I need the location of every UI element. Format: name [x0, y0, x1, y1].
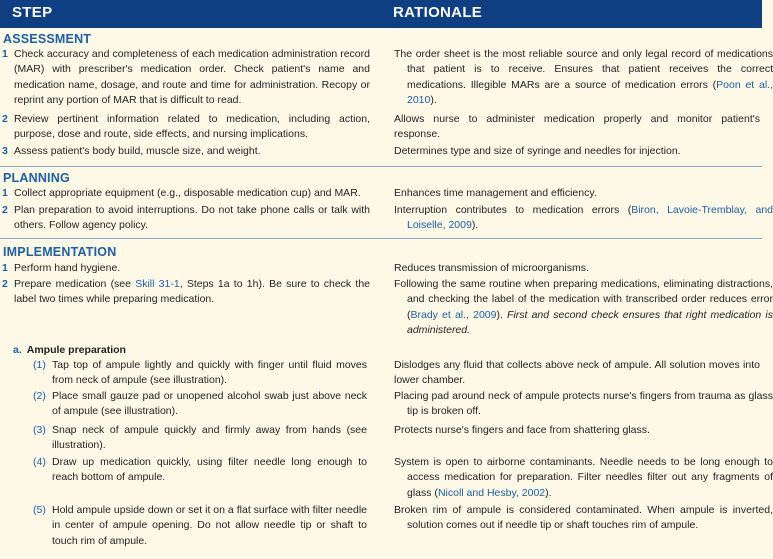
- step-number: 3: [2, 145, 8, 157]
- subsection-heading: a. Ampule preparation: [13, 344, 126, 356]
- rationale-text: Enhances time management and efficiency.: [394, 187, 597, 199]
- citation-link[interactable]: Nicoll and Hesby, 2002: [437, 486, 546, 499]
- step-number: 1: [2, 48, 8, 60]
- step-text: Review pertinent information related to medication, including action, purpose, dose and route, side effects, and nursing implications.: [14, 113, 370, 141]
- step-text: Assess patient's body build, muscle size, and weight.: [14, 145, 261, 157]
- rationale-text: Reduces transmission of microorganisms.: [394, 262, 589, 274]
- section-heading-planning: PLANNING: [3, 171, 70, 185]
- rationale-text: Dislodges any fluid that collects above neck of ampule. All solution moves into lower chamber.: [394, 359, 760, 387]
- substep-text: Place small gauze pad or unopened alcohol swab just above neck of ampule (see illustration).: [52, 390, 367, 418]
- rationale-text: Allows nurse to administer medication properly and monitor patient's response.: [394, 113, 760, 141]
- citation-link[interactable]: Poon et al., 2010: [407, 78, 773, 107]
- rationale-text: Interruption contributes to medication errors (Biron, Lavoie-Tremblay, and Loiselle, 2009).: [394, 204, 773, 232]
- step-text: Prepare medication (see Skill 31-1, Steps 1a to 1h). Be sure to check the label two times while preparing medication.: [14, 278, 370, 306]
- substep-number: (3): [33, 424, 46, 436]
- step-text: Collect appropriate equipment (e.g., disposable medication cup) and MAR.: [14, 187, 361, 199]
- substep-number: (2): [33, 390, 46, 402]
- skill-reference-link[interactable]: Skill 31-1: [135, 278, 180, 290]
- rationale-text: Determines type and size of syringe and needles for injection.: [394, 145, 681, 157]
- substep-text: Tap top of ampule lightly and quickly with finger until fluid moves from neck of ampule (see illustration).: [52, 359, 367, 387]
- rationale-text: Protects nurse's fingers and face from shattering glass.: [394, 424, 650, 436]
- section-heading-implementation: IMPLEMENTATION: [3, 245, 117, 259]
- step-number: 2: [2, 113, 8, 125]
- table-header: [0, 0, 762, 28]
- step-text: Check accuracy and completeness of each medication administration record (MAR) with prescriber's medication order. Check patient's name and medication name, dosage, and route and time for administration. Recopy or reprint any portion of MAR that is difficult to read.: [14, 48, 370, 107]
- substep-text: Draw up medication quickly, using filter needle long enough to reach bottom of ampule.: [52, 456, 367, 484]
- step-text: Plan preparation to avoid interruptions. Do not take phone calls or talk with others. Follow agency policy.: [14, 204, 370, 232]
- section-divider: [0, 238, 762, 239]
- rationale-text: The order sheet is the most reliable source and only legal record of medications that patient is to receive. Ensures that patient receives the correct medications. Illegible MARs are a source of medication errors (Poon et al., 2010).: [394, 48, 773, 107]
- substep-number: (4): [33, 456, 46, 468]
- rationale-column-header: RATIONALE: [393, 4, 483, 21]
- substep-number: (1): [33, 359, 46, 371]
- rationale-text: System is open to airborne contaminants. Needle needs to be long enough to access medication for preparation. Filter needles filter out any fragments of glass (Nicoll and Hesby, 2002).: [394, 456, 773, 499]
- rationale-text: Following the same routine when preparing medications, eliminating distractions, and checking the label of the medication with transcribed order reduces error (Brady et al., 2009). First and second check ensures that right medication is administered.: [394, 278, 773, 337]
- step-number: 1: [2, 262, 8, 274]
- step-column-header: STEP: [12, 4, 53, 21]
- step-text: Perform hand hygiene.: [14, 262, 121, 274]
- step-number: 2: [2, 278, 8, 290]
- substep-text: Snap neck of ampule quickly and firmly away from hands (see illustration).: [52, 424, 367, 452]
- section-heading-assessment: ASSESSMENT: [3, 32, 92, 46]
- substep-text: Hold ampule upside down or set it on a flat surface with filter needle in center of ampule opening. Do not allow needle tip or shaft to touch rim of ampule.: [52, 504, 367, 547]
- rationale-text: Broken rim of ampule is considered contaminated. When ampule is inverted, solution comes out if needle tip or shaft touches rim of ampule.: [394, 504, 773, 532]
- section-divider: [0, 166, 762, 167]
- step-number: 2: [2, 204, 8, 216]
- substep-number: (5): [33, 504, 46, 516]
- step-number: 1: [2, 187, 8, 199]
- rationale-text: Placing pad around neck of ampule protects nurse's fingers from trauma as glass tip is broken off.: [394, 390, 773, 418]
- citation-link[interactable]: Brady et al., 2009: [410, 308, 497, 321]
- citation-link[interactable]: Biron, Lavoie-Tremblay, and Loiselle, 2009: [407, 204, 773, 232]
